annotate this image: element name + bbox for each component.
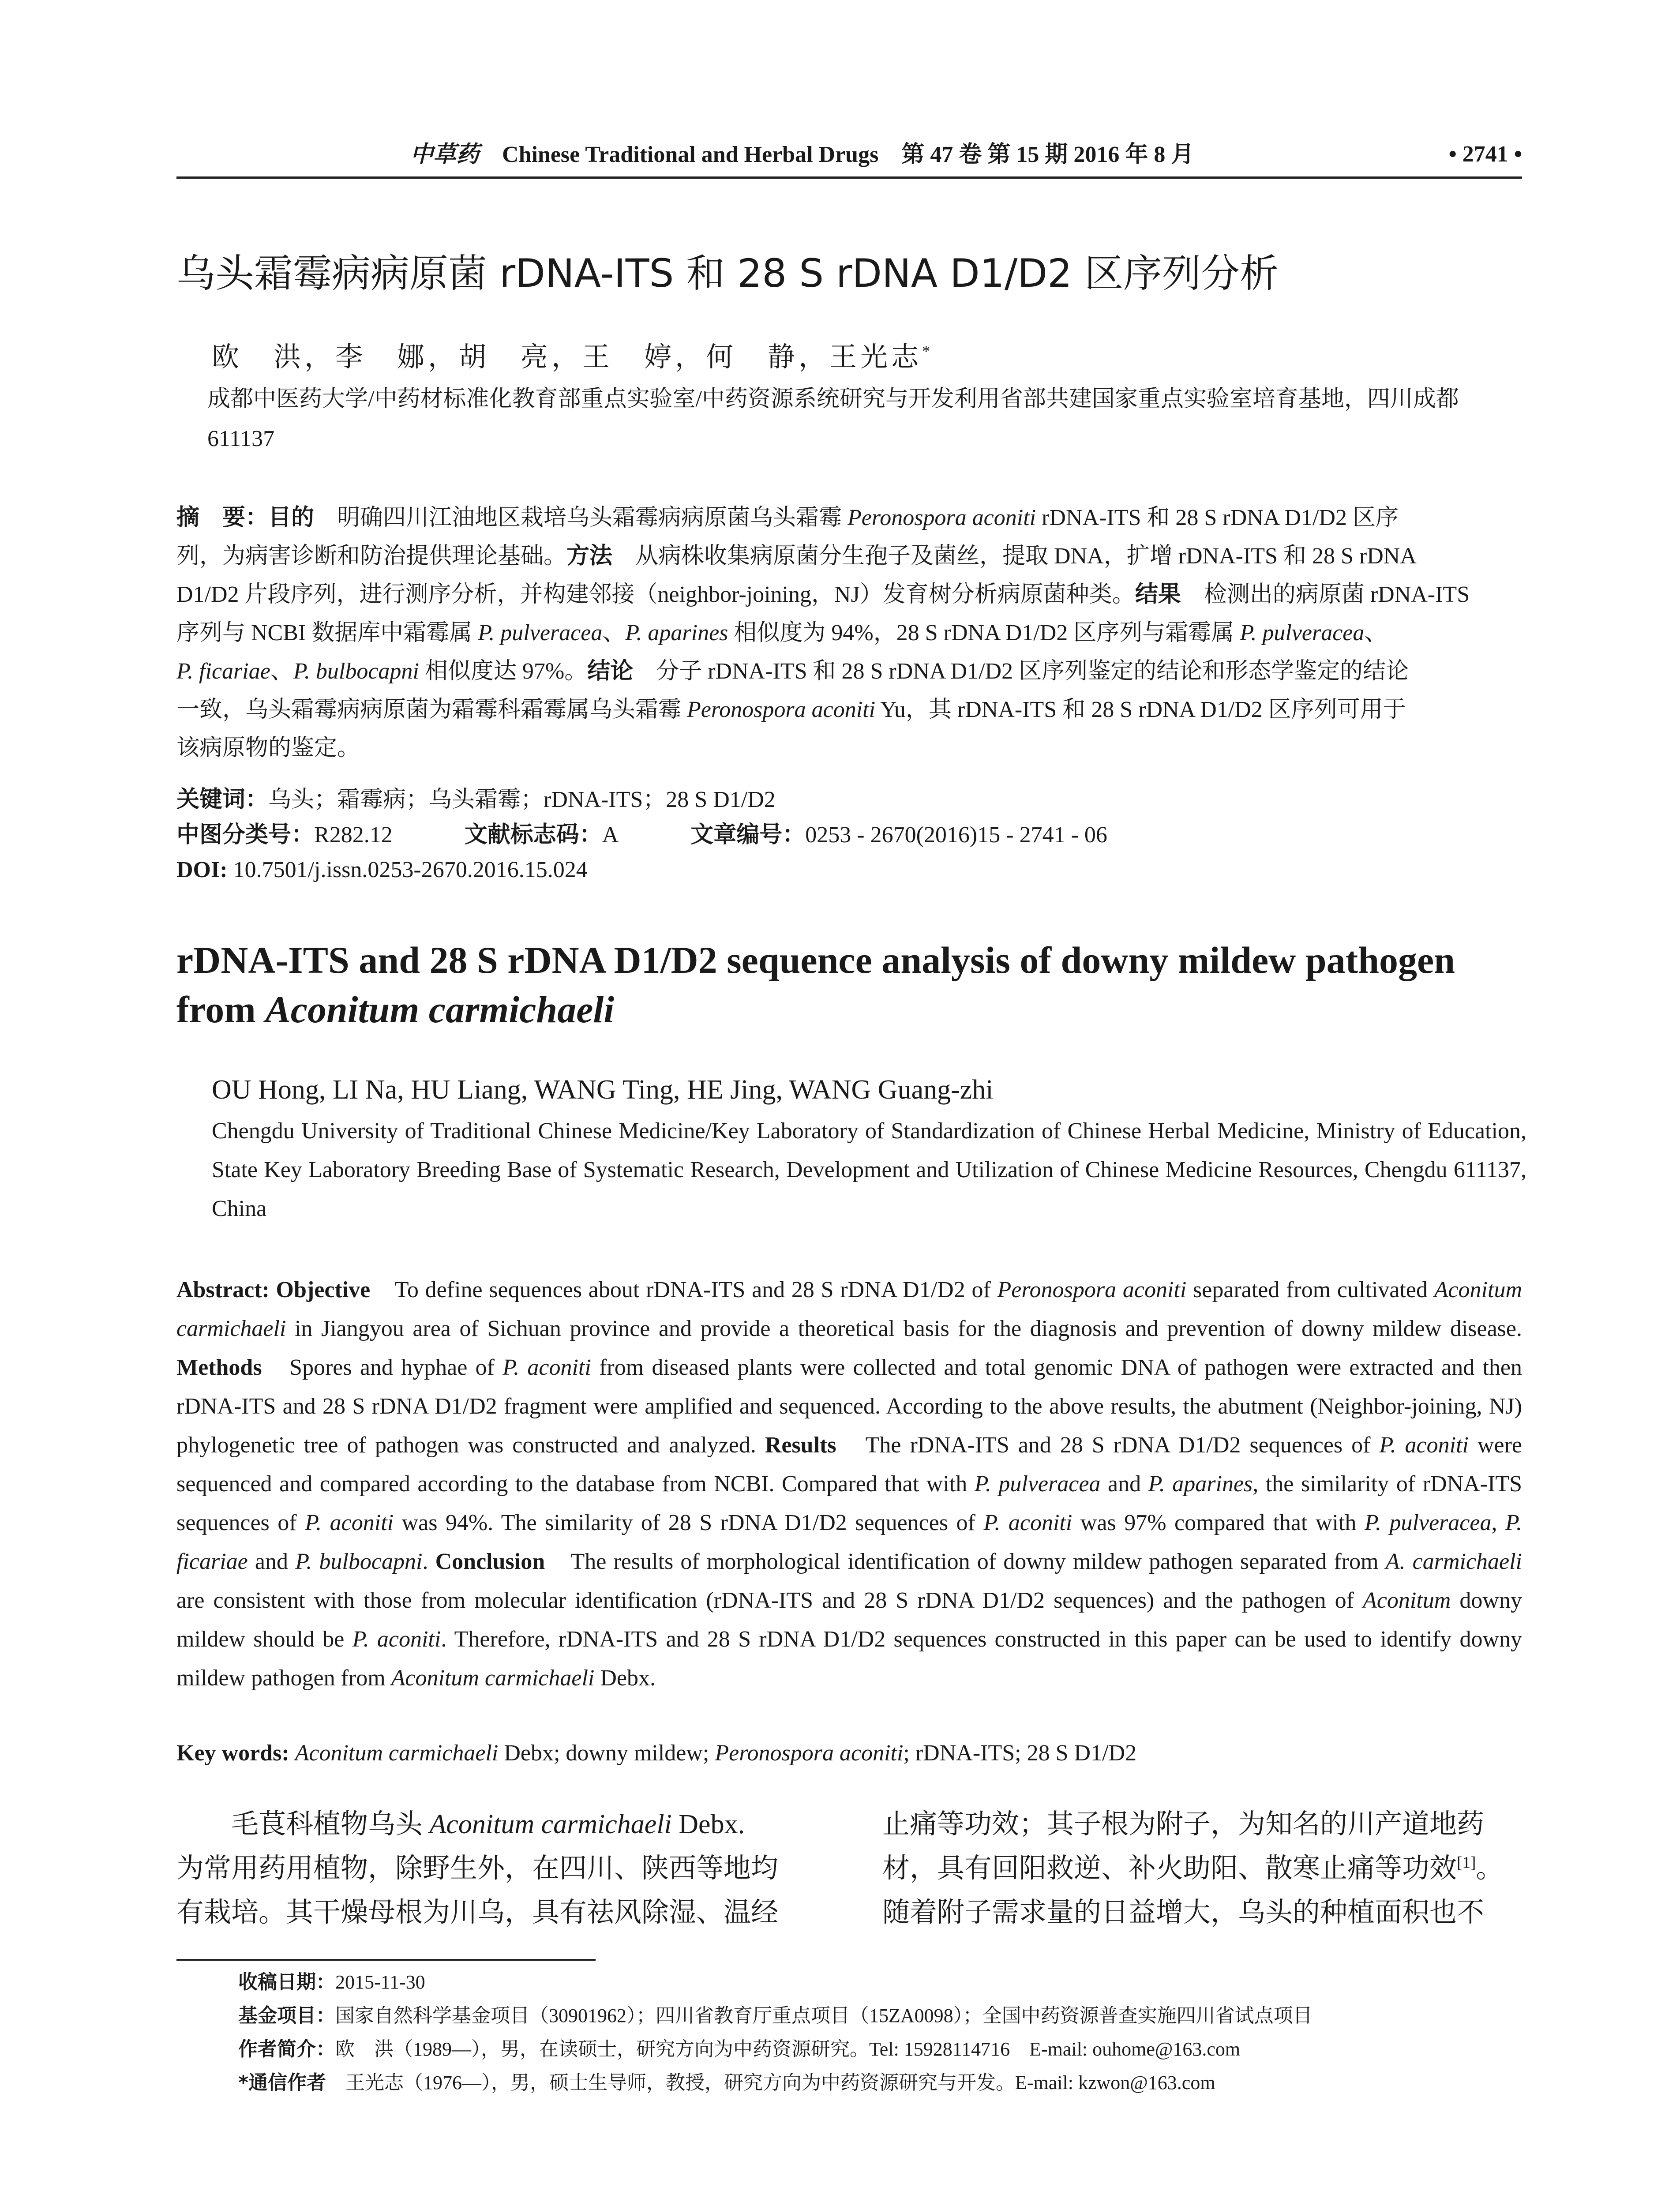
- header-rule: [176, 176, 1522, 179]
- footnote: [238, 2033, 1518, 2066]
- text-run: 该病原物的鉴定。: [176, 735, 360, 761]
- species-name: P. aparines: [625, 620, 728, 645]
- text-run: , the similarity of rDNA-ITS sequences of: [176, 1471, 1522, 1535]
- cn-classification: [176, 817, 1522, 853]
- article-no-value: 0253 - 2670(2016)15 - 2741 - 06: [805, 822, 1107, 848]
- footnote-text: 王光志（1976—），男，硕士生导师，教授，研究方向为中药资源研究与开发。E-mail: kzwon@163.com: [326, 2072, 1215, 2093]
- text-run: and: [248, 1549, 296, 1574]
- body-line: [176, 1846, 816, 1891]
- en-abstract: [176, 1271, 1522, 1698]
- cn-abstract-label: 目的: [268, 504, 315, 531]
- journal-name-cn: 中草药: [410, 141, 480, 168]
- article-no-label: 文章编号：: [690, 822, 806, 848]
- text-run: 相似度达 97%。: [419, 659, 588, 684]
- footnote: [238, 1999, 1518, 2033]
- text-run: 止痛等功效；其子根为附子，为知名的川产道地药: [882, 1809, 1485, 1839]
- footnote-label: *通信作者: [238, 2071, 326, 2094]
- italic-term: P. aparines: [1148, 1471, 1253, 1497]
- text-run: and: [1100, 1471, 1148, 1497]
- text-run: rDNA-ITS 和 28 S rDNA D1/D2 区序: [1036, 505, 1399, 530]
- cn-abstract: [176, 499, 1522, 767]
- body-line: [882, 1802, 1522, 1846]
- italic-term: Aconitum carmichaeli: [295, 1741, 499, 1766]
- bold-label: Conclusion: [435, 1549, 545, 1574]
- cn-keywords-label: 关键词：: [176, 786, 269, 813]
- body-line: [176, 1891, 816, 1935]
- cn-affiliation: 成都中医药大学/中药材标准化教育部重点实验室/中药资源系统研究与开发利用省部共建国家重点实验室培育基地，四川成都 611137: [207, 386, 1482, 451]
- text-run: were sequenced and compared according to the database from NCBI. Compared that with: [176, 1433, 1522, 1497]
- species-name: Peronospora aconiti: [687, 697, 876, 722]
- body-column-left: [176, 1802, 816, 1935]
- cn-keywords-text: 乌头；霜霉病；乌头霜霉；rDNA-ITS；28 S D1/D2: [268, 787, 776, 812]
- cn-abstract-line: [176, 575, 1522, 614]
- text-run: 检测出的病原菌 rDNA-ITS: [1181, 582, 1470, 607]
- doi: [176, 852, 1522, 888]
- cn-authors: [212, 335, 1491, 379]
- cn-abstract-line: [176, 729, 1522, 767]
- cn-abstract-line: [176, 499, 1522, 537]
- body-line: [176, 1802, 816, 1846]
- text-run: 、: [1364, 620, 1388, 645]
- body-line: [882, 1891, 1522, 1935]
- en-keywords: [176, 1734, 1522, 1773]
- text-run: 毛茛科植物乌头: [231, 1809, 430, 1839]
- doi-label: DOI:: [176, 857, 228, 882]
- species-name: P. ficariae: [176, 659, 270, 684]
- footnote-label: 收稿日期：: [238, 1971, 335, 1993]
- text-run: was 97% compared that with: [1072, 1510, 1365, 1535]
- en-title-from: from: [176, 988, 266, 1031]
- text-run: 、: [270, 659, 293, 684]
- bold-label: Abstract: Objective: [176, 1277, 371, 1302]
- text-run: 随着附子需求量的日益增大，乌头的种植面积也不: [882, 1898, 1485, 1928]
- species-name: Peronospora aconiti: [848, 505, 1036, 530]
- cn-abstract-label: 方法: [566, 543, 613, 569]
- en-title-main: rDNA-ITS and 28 S rDNA D1/D2 sequence analysis of downy mildew pathogen: [176, 939, 1455, 981]
- cn-author-list: 欧 洪，李 娜，胡 亮，王 婷，何 静，王光志: [212, 342, 922, 372]
- text-run: was 94%. The similarity of 28 S rDNA D1/D2 sequences of: [394, 1510, 984, 1535]
- text-run: in Jiangyou area of Sichuan province and provide a theoretical basis for the diagnosis and prevention of downy mildew disease.: [286, 1316, 1522, 1341]
- italic-term: P. aconiti: [352, 1627, 441, 1652]
- cn-abstract-line: [176, 537, 1522, 575]
- body-line: [882, 1846, 1522, 1891]
- footnotes: [238, 1966, 1518, 2100]
- text-run: The results of morphological identification of downy mildew pathogen separated from: [545, 1549, 1386, 1574]
- footnote-text: 欧 洪（1989—），男，在读硕士，研究方向为中药资源研究。Tel: 15928114716 E-mail: ouhome@163.com: [335, 2038, 1241, 2060]
- italic-term: P. aconiti: [305, 1510, 394, 1535]
- text-run: .: [422, 1549, 435, 1574]
- text-run: Debx.: [671, 1809, 745, 1839]
- text-run: Spores and hyphae of: [262, 1355, 503, 1380]
- species-name: P. pulveracea: [1240, 620, 1365, 645]
- cn-title: 乌头霜霉病病原菌 rDNA-ITS 和 28 S rDNA D1/D2 区序列分析: [176, 251, 1279, 296]
- doc-code-label: 文献标志码：: [464, 822, 602, 848]
- italic-term: Aconitum carmichaeli: [176, 1277, 1522, 1341]
- text-run: 为常用药用植物，除野生外，在四川、陕西等地均: [176, 1853, 779, 1883]
- clc-value: R282.12: [314, 822, 393, 848]
- text-run: 。: [1476, 1853, 1504, 1883]
- species-name: P. pulveracea: [478, 620, 603, 645]
- en-affiliation: Chengdu University of Traditional Chinese Medicine/Key Laboratory of Standardization of Chinese Herbal Medicine, Ministry of Education, State Key Laboratory Breeding Base of Systematic Research, Development and Utilization of Chinese Medicine Resources, Chengdu 611137, China: [212, 1118, 1526, 1221]
- text-run: Debx; downy mildew;: [498, 1741, 715, 1766]
- journal-info: [410, 137, 1194, 173]
- cn-abstract-label: 结论: [587, 658, 634, 684]
- cn-abstract-line: [176, 652, 1522, 690]
- cn-abstract-label: 摘 要：: [176, 504, 269, 531]
- text-run: are consistent with those from molecular identification (rDNA-ITS and 28 S rDNA D1/D2 sequences) and the pathogen of: [176, 1588, 1363, 1613]
- text-run: downy mildew should be: [176, 1588, 1522, 1652]
- cn-abstract-label: 结果: [1135, 581, 1181, 608]
- text-run: The rDNA-ITS and 28 S rDNA D1/D2 sequences of: [836, 1433, 1380, 1458]
- text-run: 序列与 NCBI 数据库中霜霉属: [176, 620, 478, 645]
- italic-term: Peronospora aconiti: [997, 1277, 1187, 1302]
- italic-term: P. ficariae: [176, 1510, 1522, 1574]
- bold-label: Key words:: [176, 1741, 295, 1766]
- footnote-label: 基金项目：: [238, 2004, 335, 2027]
- italic-term: P. aconiti: [983, 1510, 1072, 1535]
- cn-keywords: [176, 782, 1522, 818]
- text-run: ,: [1491, 1510, 1505, 1535]
- footnote: [238, 1966, 1518, 1999]
- text-run: 分子 rDNA-ITS 和 28 S rDNA D1/D2 区序列鉴定的结论和形态学鉴定的结论: [633, 659, 1409, 684]
- text-run: Yu，其 rDNA-ITS 和 28 S rDNA D1/D2 区序列可用于: [875, 697, 1406, 722]
- clc-label: 中图分类号：: [176, 822, 315, 848]
- italic-term: P. pulveracea: [1364, 1510, 1492, 1535]
- text-run: 材，具有回阳救逆、补火助阳、散寒止痛等功效: [882, 1853, 1457, 1883]
- bold-label: Methods: [176, 1355, 262, 1380]
- body-column-right: [882, 1802, 1522, 1935]
- footnote-text: 2015-11-30: [335, 1971, 425, 1993]
- bold-label: Results: [765, 1433, 836, 1458]
- italic-term: Peronospora aconiti: [715, 1741, 904, 1766]
- italic-term: Aconitum carmichaeli: [391, 1666, 595, 1691]
- citation-ref: [1]: [1457, 1853, 1476, 1872]
- running-header: [176, 137, 1522, 172]
- en-authors: OU Hong, LI Na, HU Liang, WANG Ting, HE Jing, WANG Guang-zhi: [212, 1075, 994, 1105]
- italic-term: P. aconiti: [1379, 1433, 1469, 1458]
- cn-abstract-line: [176, 690, 1522, 729]
- italic-term: A. carmichaeli: [1385, 1549, 1522, 1574]
- doc-code-value: A: [602, 822, 619, 848]
- text-run: 列，为病害诊断和防治提供理论基础。: [176, 544, 567, 569]
- page-number: • 2741 •: [1448, 142, 1522, 167]
- italic-term: Aconitum carmichaeli: [429, 1809, 672, 1839]
- italic-term: Aconitum: [1363, 1588, 1451, 1613]
- text-run: ; rDNA-ITS; 28 S D1/D2: [903, 1741, 1137, 1766]
- text-run: 从病株收集病原菌分生孢子及菌丝，提取 DNA，扩增 rDNA-ITS 和 28 S rDNA: [612, 544, 1417, 569]
- journal-name-en: Chinese Traditional and Herbal Drugs: [502, 142, 879, 167]
- en-title: [176, 935, 1544, 1034]
- text-run: Debx.: [594, 1666, 656, 1691]
- text-run: from diseased plants were collected and total genomic DNA of pathogen were extracted and then rDNA-ITS and 28 S rDNA D1/D2 fragment were amplified and sequenced. According to the above results, the abutment (Neighbor-joining, NJ) phylogenetic tree of pathogen was constructed and analyzed.: [176, 1355, 1522, 1458]
- en-title-species: Aconitum carmichaeli: [265, 988, 615, 1031]
- footnote-label: 作者简介：: [238, 2038, 335, 2060]
- text-run: 、: [602, 620, 626, 645]
- doi-value: 10.7501/j.issn.0253-2670.2016.15.024: [233, 857, 588, 882]
- footnote: [238, 2066, 1518, 2100]
- text-run: To define sequences about rDNA-ITS and 28 S rDNA D1/D2 of: [370, 1277, 998, 1302]
- footnote-text: 国家自然科学基金项目（30901962）；四川省教育厅重点项目（15ZA0098）；全国中药资源普查实施四川省试点项目: [335, 2005, 1312, 2026]
- species-name: P. bulbocapni: [293, 659, 419, 684]
- text-run: D1/D2 片段序列，进行测序分析，并构建邻接（neighbor-joining，NJ）发育树分析病原菌种类。: [176, 582, 1135, 607]
- text-run: 明确四川江油地区栽培乌头霜霉病病原菌乌头霜霉: [314, 505, 848, 530]
- corresponding-mark: *: [922, 342, 934, 361]
- italic-term: P. pulveracea: [974, 1471, 1101, 1497]
- italic-term: P. bulbocapni: [295, 1549, 423, 1574]
- text-run: 相似度为 94%，28 S rDNA D1/D2 区序列与霜霉属: [728, 620, 1240, 645]
- journal-issue: 第 47 卷 第 15 期 2016 年 8 月: [901, 142, 1194, 167]
- cn-abstract-line: [176, 614, 1522, 652]
- text-run: . Therefore, rDNA-ITS and 28 S rDNA D1/D2 sequences constructed in this paper can be used to identify downy mildew pathogen from: [176, 1627, 1522, 1691]
- text-run: 一致，乌头霜霉病病原菌为霜霉科霜霉属乌头霜霉: [176, 697, 687, 722]
- footnote-rule: [176, 1959, 596, 1961]
- italic-term: P. aconiti: [502, 1355, 591, 1380]
- text-run: separated from cultivated: [1186, 1277, 1434, 1302]
- text-run: 有栽培。其干燥母根为川乌，具有祛风除湿、温经: [176, 1898, 779, 1928]
